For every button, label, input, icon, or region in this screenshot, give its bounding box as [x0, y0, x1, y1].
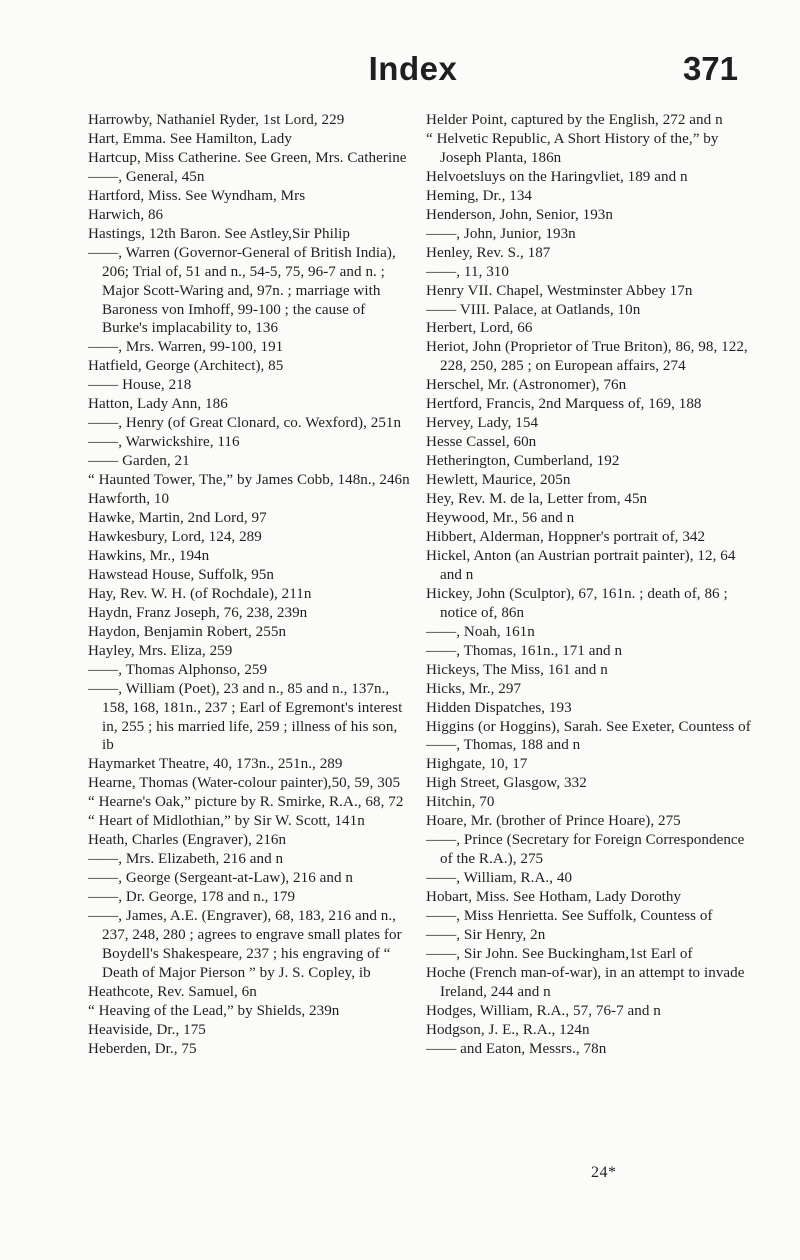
index-entry: Haydon, Benjamin Robert, 255n [88, 623, 287, 640]
index-entry: ——, Dr. George, 178 and n., 179 [88, 889, 296, 906]
index-entry: —— VIII. Palace, at Oatlands, 10n [426, 301, 641, 318]
index-entry: Heywood, Mr., 56 and n [426, 510, 575, 527]
index-entry: ——, Sir John. See Buckingham,1st Earl of [426, 945, 693, 962]
index-entry: Hastings, 12th Baron. See Astley,Sir Philip [88, 225, 350, 242]
index-entry: Hartcup, Miss Catherine. See Green, Mrs. Catherine [88, 149, 407, 166]
index-entry: “ Hearne's Oak,” picture by R. Smirke, R.A., 68, 72 [88, 794, 404, 811]
index-entry: ——, 11, 310 [426, 263, 510, 280]
index-entry: Heathcote, Rev. Samuel, 6n [88, 983, 257, 1000]
index-entry: Hart, Emma. See Hamilton, Lady [88, 130, 292, 147]
index-entry: Henley, Rev. S., 187 [426, 244, 551, 261]
index-entry: Hawkins, Mr., 194n [88, 547, 210, 564]
index-entry: Hertford, Francis, 2nd Marquess of, 169, 188 [426, 396, 702, 413]
page-header [88, 50, 738, 98]
index-entry: Hewlett, Maurice, 205n [426, 472, 571, 489]
index-entry: Hickey, John (Sculptor), 67, 161n. ; death of, 86 ; notice of, 86n [426, 585, 728, 621]
index-entry: Higgins (or Hoggins), Sarah. See Exeter, Countess of [426, 718, 751, 735]
index-column-right [426, 111, 756, 1059]
index-entry: ——, Sir Henry, 2n [426, 926, 546, 943]
index-entry: Hey, Rev. M. de la, Letter from, 45n [426, 491, 648, 508]
index-entry: Hesse Cassel, 60n [426, 434, 537, 451]
index-entry: Hicks, Mr., 297 [426, 680, 522, 697]
index-entry: “ Helvetic Republic, A Short History of the,” by Joseph Planta, 186n [426, 130, 719, 166]
index-entry: “ Heart of Midlothian,” by Sir W. Scott, 141n [88, 813, 365, 830]
index-entry: ——, Henry (of Great Clonard, co. Wexford), 251n [88, 415, 402, 432]
index-entry: Hobart, Miss. See Hotham, Lady Dorothy [426, 889, 682, 906]
index-entry: Hearne, Thomas (Water-colour painter),50, 59, 305 [88, 775, 401, 792]
index-entry: Hawkesbury, Lord, 124, 289 [88, 528, 262, 545]
index-entry: —— and Eaton, Messrs., 78n [426, 1040, 607, 1057]
index-entry: Hatton, Lady Ann, 186 [88, 396, 228, 413]
index-entry: Hawke, Martin, 2nd Lord, 97 [88, 510, 267, 527]
index-entry: ——, Prince (Secretary for Foreign Correspondence of the R.A.), 275 [426, 832, 745, 868]
index-column-left [88, 111, 411, 1059]
index-entry: Hartford, Miss. See Wyndham, Mrs [88, 187, 306, 204]
index-entry: Hatfield, George (Architect), 85 [88, 358, 284, 375]
index-entry: Hibbert, Alderman, Hoppner's portrait of, 342 [426, 528, 706, 545]
index-entry: Hayley, Mrs. Eliza, 259 [88, 642, 233, 659]
index-entry: Heaviside, Dr., 175 [88, 1021, 206, 1038]
index-entry: Heriot, John (Proprietor of True Briton), 86, 98, 122, 228, 250, 285 ; on European affairs, 274 [426, 339, 748, 375]
index-entry: Henderson, John, Senior, 193n [426, 206, 613, 223]
index-entry: ——, George (Sergeant-at-Law), 216 and n [88, 870, 354, 887]
index-entry: Hoche (French man-of-war), in an attempt to invade Ireland, 244 and n [426, 964, 745, 1000]
index-entry: —— House, 218 [88, 377, 192, 394]
index-entry: Heath, Charles (Engraver), 216n [88, 832, 287, 849]
index-entry: High Street, Glasgow, 332 [426, 775, 587, 792]
index-entry: Harwich, 86 [88, 206, 164, 223]
index-entry: Herbert, Lord, 66 [426, 320, 533, 337]
index-entry: ——, Warren (Governor-General of British India), 206; Trial of, 51 and n., 54-5, 75, 96-7 and n. ; Major Scott-Waring and, 97n. ; marriage with Baroness von Imhoff, 99-100 ; the cause of Burke's implacability to, 136 [88, 244, 396, 337]
index-entry: ——, William, R.A., 40 [426, 870, 573, 887]
index-entry: Hitchin, 70 [426, 794, 495, 811]
index-entry: ——, Mrs. Elizabeth, 216 and n [88, 851, 284, 868]
page-number: 371 [682, 50, 738, 87]
index-entry: Henry VII. Chapel, Westminster Abbey 17n [426, 282, 693, 299]
index-entry: “ Haunted Tower, The,” by James Cobb, 148n., 246n [88, 472, 410, 489]
index-entry: ——, General, 45n [88, 168, 205, 185]
index-entry: Hoare, Mr. (brother of Prince Hoare), 275 [426, 813, 681, 830]
index-entry: —— Garden, 21 [88, 453, 190, 470]
index-entry: ——, Thomas Alphonso, 259 [88, 661, 268, 678]
index-entry: Heming, Dr., 134 [426, 187, 533, 204]
index-entry: “ Heaving of the Lead,” by Shields, 239n [88, 1002, 340, 1019]
index-entry: ——, John, Junior, 193n [426, 225, 576, 242]
index-entry: Hawforth, 10 [88, 491, 170, 508]
index-entry: Haydn, Franz Joseph, 76, 238, 239n [88, 604, 308, 621]
index-entry: Hidden Dispatches, 193 [426, 699, 572, 716]
index-entry: Hetherington, Cumberland, 192 [426, 453, 620, 470]
index-entry: ——, Noah, 161n [426, 623, 535, 640]
index-entry: Helvoetsluys on the Haringvliet, 189 and n [426, 168, 688, 185]
index-entry: ——, Miss Henrietta. See Suffolk, Countess of [426, 908, 713, 925]
index-entry: ——, Thomas, 161n., 171 and n [426, 642, 623, 659]
index-entry: Highgate, 10, 17 [426, 756, 528, 773]
index-entry: Hickel, Anton (an Austrian portrait painter), 12, 64 and n [426, 547, 736, 583]
index-entry: ——, William (Poet), 23 and n., 85 and n., 137n., 158, 168, 181n., 237 ; Earl of Egremont's interest in, 255 ; his married life, 259 ; illness of his son, ib [88, 680, 403, 754]
index-entry: Herschel, Mr. (Astronomer), 76n [426, 377, 627, 394]
index-entry: Hervey, Lady, 154 [426, 415, 539, 432]
index-entry: ——, Warwickshire, 116 [88, 434, 240, 451]
index-entry: Hodgson, J. E., R.A., 124n [426, 1021, 590, 1038]
index-entry: ——, Thomas, 188 and n [426, 737, 581, 754]
index-entry: Helder Point, captured by the English, 272 and n [426, 112, 723, 128]
index-entry: Hay, Rev. W. H. (of Rochdale), 211n [88, 585, 312, 602]
index-entry: Harrowby, Nathaniel Ryder, 1st Lord, 229 [88, 112, 345, 128]
signature-mark: 24* [591, 1164, 617, 1181]
index-entry: Hawstead House, Suffolk, 95n [88, 566, 274, 583]
index-entry: Hickeys, The Miss, 161 and n [426, 661, 608, 678]
index-entry: Heberden, Dr., 75 [88, 1040, 197, 1057]
index-entry: ——, Mrs. Warren, 99-100, 191 [88, 339, 284, 356]
page-title: Index [368, 50, 458, 87]
index-entry: Hodges, William, R.A., 57, 76-7 and n [426, 1002, 661, 1019]
index-entry: ——, James, A.E. (Engraver), 68, 183, 216 and n., 237, 248, 280 ; agrees to engrave small plates for Boydell's Shakespeare, 237 ; his engraving of “ Death of Major Pierson ” by J. S. Copley, ib [88, 908, 402, 981]
index-entry: Haymarket Theatre, 40, 173n., 251n., 289 [88, 756, 343, 773]
